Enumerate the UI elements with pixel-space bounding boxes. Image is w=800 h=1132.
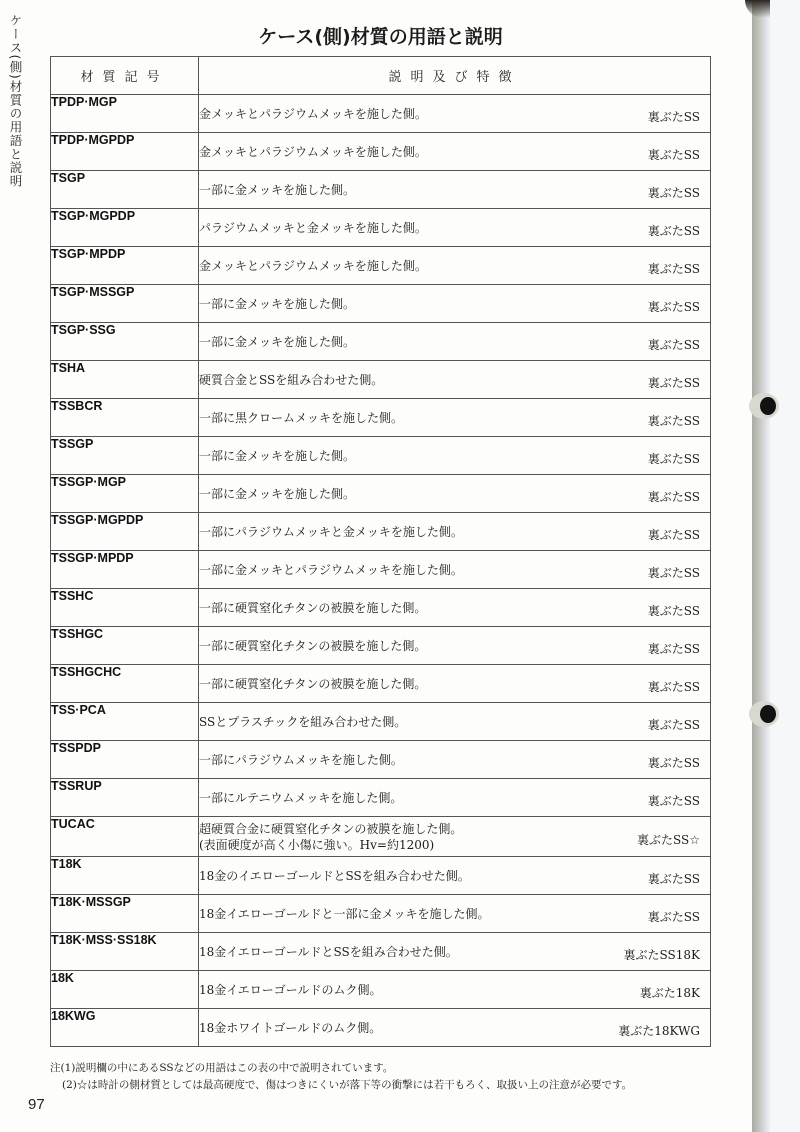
material-description: 18金ホワイトゴールドのムク側。 bbox=[199, 1020, 382, 1035]
footnote-1: 注(1)説明欄の中にあるSSなどの用語はこの表の中で説明されています。 bbox=[50, 1062, 394, 1074]
material-description-cell bbox=[199, 323, 711, 361]
material-description: 一部にルテニウムメッキを施した側。 bbox=[199, 790, 403, 805]
material-description: 18金イエローゴールドのムク側。 bbox=[199, 982, 382, 997]
caseback-material: 裏ぶたSS bbox=[647, 793, 700, 808]
material-description: 一部に金メッキとパラジウムメッキを施した側。 bbox=[199, 562, 463, 577]
material-description: 一部に硬質窒化チタンの被膜を施した側。 bbox=[199, 600, 427, 615]
table-row bbox=[51, 133, 711, 171]
material-code: TSGP·SSG bbox=[51, 323, 199, 361]
material-description: 一部に硬質窒化チタンの被膜を施した側。 bbox=[199, 676, 427, 691]
caseback-material: 裏ぶたSS bbox=[647, 489, 700, 504]
material-code: TSSPDP bbox=[51, 741, 199, 779]
material-code: TSGP·MGPDP bbox=[51, 209, 199, 247]
material-description-cell bbox=[199, 779, 711, 817]
material-description-cell bbox=[199, 857, 711, 895]
material-code: TSSHC bbox=[51, 589, 199, 627]
caseback-material: 裏ぶたSS bbox=[647, 679, 700, 694]
table-row bbox=[51, 285, 711, 323]
table-row bbox=[51, 475, 711, 513]
material-description-cell bbox=[199, 551, 711, 589]
material-description: 18金のイエローゴールドとSSを組み合わせた側。 bbox=[199, 868, 470, 883]
caseback-material: 裏ぶたSS bbox=[647, 147, 700, 162]
page-title: ケース(側)材質の用語と説明 bbox=[258, 26, 503, 48]
material-code: TSSBCR bbox=[51, 399, 199, 437]
material-description-cell bbox=[199, 171, 711, 209]
facing-page-edge bbox=[770, 0, 800, 1132]
material-description: 18金イエローゴールドとSSを組み合わせた側。 bbox=[199, 944, 458, 959]
header-description: 説明及び特徴 bbox=[199, 57, 711, 95]
material-code: TSGP bbox=[51, 171, 199, 209]
table-row bbox=[51, 589, 711, 627]
material-code: T18K·MSS·SS18K bbox=[51, 933, 199, 971]
material-description-cell bbox=[199, 895, 711, 933]
material-code: TSGP·MSSGP bbox=[51, 285, 199, 323]
material-description: 一部に金メッキを施した側。 bbox=[199, 182, 356, 197]
material-code: 18KWG bbox=[51, 1009, 199, 1047]
caseback-material: 裏ぶたSS bbox=[647, 109, 700, 124]
caseback-material: 裏ぶたSS bbox=[647, 717, 700, 732]
footnote-2: (2)☆は時計の側材質としては最高硬度で、傷はつきにくいが落下等の衝撃には若干もろく、取扱い上の注意が必要です。 bbox=[62, 1079, 633, 1091]
table-row bbox=[51, 551, 711, 589]
material-description-cell bbox=[199, 741, 711, 779]
caseback-material: 裏ぶたSS bbox=[647, 299, 700, 314]
caseback-material: 裏ぶた18K bbox=[639, 985, 700, 1000]
binder-hole-icon bbox=[749, 701, 779, 727]
material-code: TSSGP bbox=[51, 437, 199, 475]
table-row bbox=[51, 209, 711, 247]
table-body bbox=[51, 95, 711, 1047]
table-row bbox=[51, 895, 711, 933]
material-description-cell bbox=[199, 589, 711, 627]
material-code: TSHA bbox=[51, 361, 199, 399]
table-row bbox=[51, 1009, 711, 1047]
table-row bbox=[51, 817, 711, 857]
footnotes bbox=[50, 1060, 632, 1094]
header-material-code: 材質記号 bbox=[51, 57, 199, 95]
material-code: TPDP·MGP bbox=[51, 95, 199, 133]
material-description: 一部に金メッキを施した側。 bbox=[199, 334, 356, 349]
book-gutter bbox=[752, 0, 770, 1132]
material-code: TSSGP·MGPDP bbox=[51, 513, 199, 551]
caseback-material: 裏ぶたSS bbox=[647, 337, 700, 352]
material-description-cell bbox=[199, 209, 711, 247]
material-description: 一部に黒クロームメッキを施した側。 bbox=[199, 410, 404, 425]
caseback-material: 裏ぶたSS bbox=[647, 413, 700, 428]
material-code: T18K·MSSGP bbox=[51, 895, 199, 933]
material-description-cell bbox=[199, 285, 711, 323]
table-row bbox=[51, 361, 711, 399]
caseback-material: 裏ぶたSS bbox=[647, 603, 700, 618]
table-row bbox=[51, 513, 711, 551]
table-row bbox=[51, 741, 711, 779]
table-row bbox=[51, 971, 711, 1009]
material-description-cell bbox=[199, 247, 711, 285]
caseback-material: 裏ぶた18KWG bbox=[618, 1023, 700, 1038]
table-header-row bbox=[51, 57, 711, 95]
material-description: 一部にパラジウムメッキと金メッキを施した側。 bbox=[199, 524, 463, 539]
table-row bbox=[51, 171, 711, 209]
caseback-material: 裏ぶたSS☆ bbox=[637, 832, 700, 847]
material-code: TSSRUP bbox=[51, 779, 199, 817]
caseback-material: 裏ぶたSS bbox=[647, 527, 700, 542]
table-row bbox=[51, 665, 711, 703]
caseback-material: 裏ぶたSS18K bbox=[623, 947, 700, 962]
table-row bbox=[51, 779, 711, 817]
table-row bbox=[51, 857, 711, 895]
material-description: 一部に硬質窒化チタンの被膜を施した側。 bbox=[199, 638, 427, 653]
material-description-cell bbox=[199, 703, 711, 741]
material-description: 18金イエローゴールドと一部に金メッキを施した側。 bbox=[199, 906, 490, 921]
material-description-cell bbox=[199, 95, 711, 133]
material-description: 金メッキとパラジウムメッキを施した側。 bbox=[199, 144, 427, 159]
material-description-cell bbox=[199, 665, 711, 703]
material-description-cell bbox=[199, 133, 711, 171]
material-description: パラジウムメッキと金メッキを施した側。 bbox=[199, 220, 427, 235]
table-row bbox=[51, 703, 711, 741]
caseback-material: 裏ぶたSS bbox=[647, 871, 700, 886]
page-number: 97 bbox=[28, 1096, 45, 1113]
table-row bbox=[51, 247, 711, 285]
material-description: SSとプラスチックを組み合わせた側。 bbox=[199, 714, 407, 729]
material-code: TSSGP·MPDP bbox=[51, 551, 199, 589]
binder-hole-icon bbox=[749, 393, 779, 419]
table-row bbox=[51, 933, 711, 971]
material-description: 一部に金メッキを施した側。 bbox=[199, 448, 356, 463]
material-code: TSSHGCHC bbox=[51, 665, 199, 703]
material-description-note: (表面硬度が高く小傷に強い。Hv=約1200) bbox=[199, 837, 435, 852]
caseback-material: 裏ぶたSS bbox=[647, 565, 700, 580]
material-description-cell bbox=[199, 437, 711, 475]
table-row bbox=[51, 323, 711, 361]
material-description-cell bbox=[199, 475, 711, 513]
material-code: T18K bbox=[51, 857, 199, 895]
material-code: TSSGP·MGP bbox=[51, 475, 199, 513]
material-description: 硬質合金とSSを組み合わせた側。 bbox=[199, 372, 384, 387]
caseback-material: 裏ぶたSS bbox=[647, 375, 700, 390]
caseback-material: 裏ぶたSS bbox=[647, 223, 700, 238]
material-description: 金メッキとパラジウムメッキを施した側。 bbox=[199, 106, 427, 121]
material-code: TSS·PCA bbox=[51, 703, 199, 741]
table-row bbox=[51, 627, 711, 665]
caseback-material: 裏ぶたSS bbox=[647, 185, 700, 200]
material-table bbox=[50, 56, 711, 1047]
caseback-material: 裏ぶたSS bbox=[647, 451, 700, 466]
caseback-material: 裏ぶたSS bbox=[647, 755, 700, 770]
material-description: 一部にパラジウムメッキを施した側。 bbox=[199, 752, 403, 767]
material-code: TSSHGC bbox=[51, 627, 199, 665]
table-row bbox=[51, 399, 711, 437]
material-code: 18K bbox=[51, 971, 199, 1009]
caseback-material: 裏ぶたSS bbox=[647, 909, 700, 924]
material-description-cell bbox=[199, 971, 711, 1009]
material-description: 金メッキとパラジウムメッキを施した側。 bbox=[199, 258, 427, 273]
table-row bbox=[51, 95, 711, 133]
material-code: TPDP·MGPDP bbox=[51, 133, 199, 171]
material-description-cell bbox=[199, 627, 711, 665]
material-description: 一部に金メッキを施した側。 bbox=[199, 296, 356, 311]
caseback-material: 裏ぶたSS bbox=[647, 641, 700, 656]
material-description-cell bbox=[199, 361, 711, 399]
caseback-material: 裏ぶたSS bbox=[647, 261, 700, 276]
material-description-cell bbox=[199, 513, 711, 551]
material-description-cell bbox=[199, 933, 711, 971]
material-description-cell bbox=[199, 817, 711, 857]
material-description: 超硬質合金に硬質窒化チタンの被膜を施した側。 bbox=[199, 821, 463, 836]
table-row bbox=[51, 437, 711, 475]
material-description: 一部に金メッキを施した側。 bbox=[199, 486, 356, 501]
material-description-cell bbox=[199, 1009, 711, 1047]
side-section-title: ケース(側)材質の用語と説明 bbox=[8, 14, 23, 188]
material-code: TUCAC bbox=[51, 817, 199, 857]
material-description-cell bbox=[199, 399, 711, 437]
material-code: TSGP·MPDP bbox=[51, 247, 199, 285]
